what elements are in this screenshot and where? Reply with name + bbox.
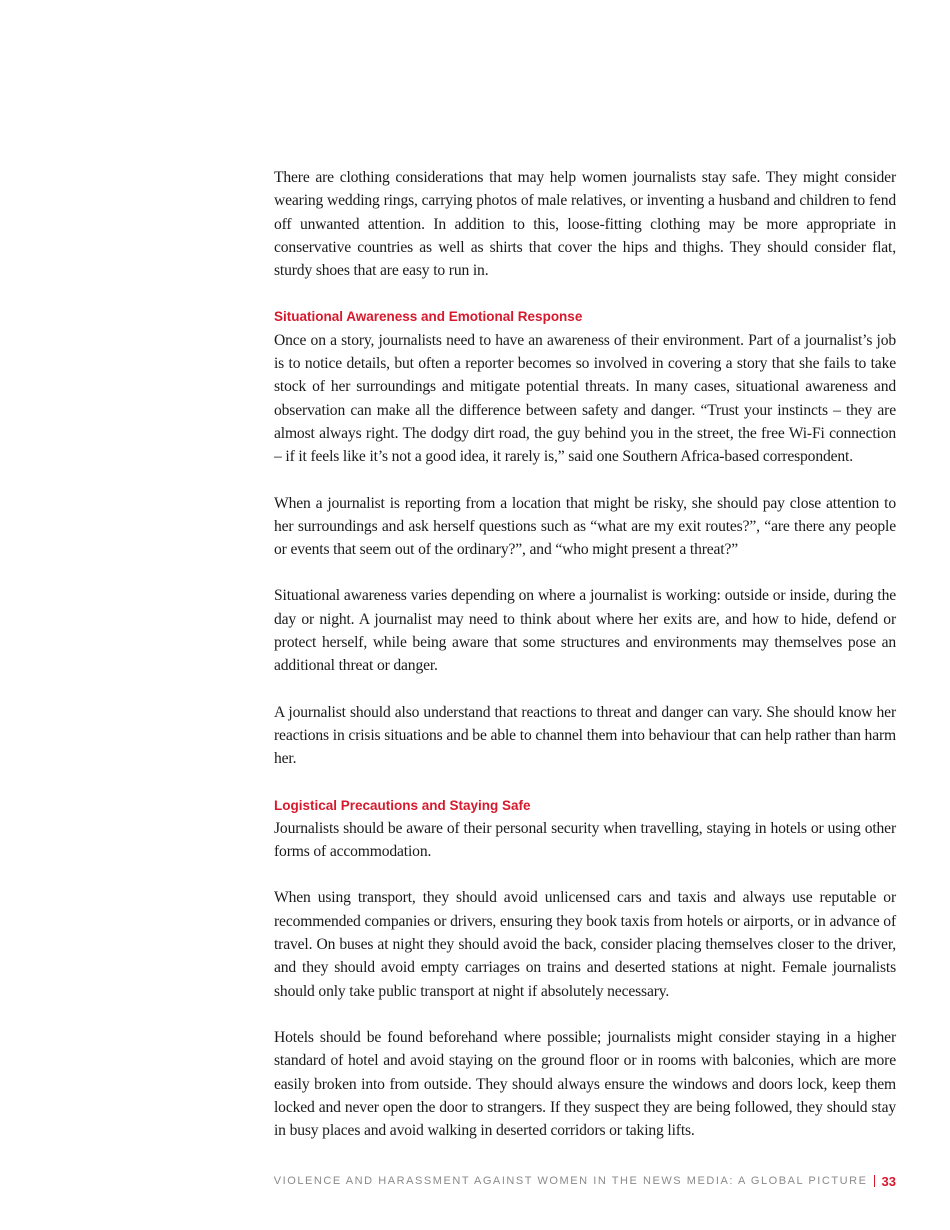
footer-publication-title: VIOLENCE AND HARASSMENT AGAINST WOMEN IN THE NEWS MEDIA: A GLOBAL PICTURE <box>273 1175 868 1187</box>
paragraph-clothing: There are clothing considerations that may help women journalists stay safe. They might consider wearing wedding rings, carrying photos of male relatives, or inventing a husband and children to fend off unwanted attention. In addition to this, loose-fitting clothing may be more appropriate in conservative countries as well as shirts that cover the hips and thighs. They should consider flat, sturdy shoes that are easy to run in. <box>274 169 896 280</box>
page-footer <box>274 1171 896 1191</box>
footer-divider <box>874 1175 875 1187</box>
page-number: 33 <box>881 1173 896 1189</box>
paragraph-logistics-intro: Journalists should be aware of their personal security when travelling, staying in hotels or using other forms of accommodation. <box>274 819 896 861</box>
paragraph-awareness-intro: Once on a story, journalists need to have an awareness of their environment. Part of a journalist’s job is to notice details, but often a reporter becomes so involved in covering a story that she fails to take stock of her surroundings and mitigate potential threats. In many cases, situational awareness and observation can make all the difference between safety and danger. “Trust your instincts – they are almost always right. The dodgy dirt road, the guy behind you in the street, the free Wi-Fi connection – if it feels like it’s not a good idea, it rarely is,” said one Southern Africa-based correspondent. <box>274 331 896 466</box>
article-body <box>274 166 896 1165</box>
paragraph-awareness-questions: When a journalist is reporting from a location that might be risky, she should pay close attention to her surroundings and ask herself questions such as “what are my exit routes?”, “are there any people or events that seem out of the ordinary?”, and “who might present a threat?” <box>274 494 896 559</box>
heading-situational-awareness: Situational Awareness and Emotional Response <box>274 309 583 325</box>
paragraph-awareness-reactions: A journalist should also understand that reactions to threat and danger can vary. She should know her reactions in crisis situations and be able to channel them into behaviour that can help rather than harm her. <box>274 703 896 768</box>
paragraph-logistics-hotels: Hotels should be found beforehand where possible; journalists might consider staying in a higher standard of hotel and avoid staying on the ground floor or in rooms with balconies, which are more easily broken into from outside. They should always ensure the windows and doors lock, keep them locked and never open the door to strangers. If they suspect they are being followed, they should stay in busy places and avoid walking in deserted corridors or taking lifts. <box>274 1028 896 1140</box>
paragraph-logistics-transport: When using transport, they should avoid unlicensed cars and taxis and always use reputable or recommended companies or drivers, ensuring they book taxis from hotels or airports, or in advance of travel. On buses at night they should avoid the back, consider placing themselves closer to the driver, and they should avoid empty carriages on trains and deserted stations at night. Female journalists should only take public transport at night if absolutely necessary. <box>274 889 896 1000</box>
paragraph-awareness-location: Situational awareness varies depending on where a journalist is working: outside or inside, during the day or night. A journalist may need to think about where her exits are, and how to hide, defend or protect herself, while being aware that some structures and environments may themselves pose an additional threat or danger. <box>274 587 896 675</box>
heading-logistical-precautions: Logistical Precautions and Staying Safe <box>274 797 531 813</box>
